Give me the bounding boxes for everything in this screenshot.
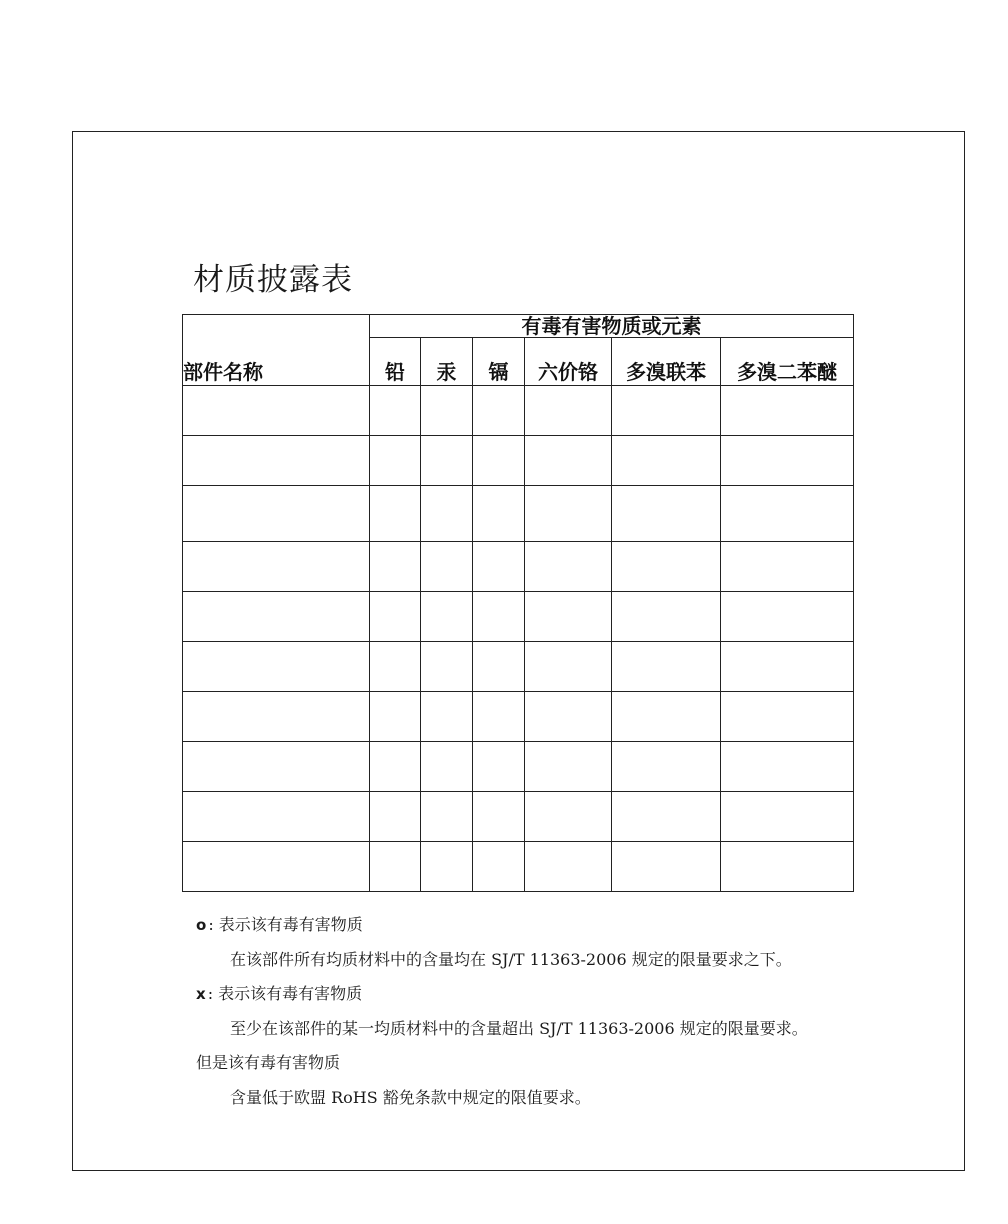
substance-cell: [525, 842, 612, 892]
table-row: [183, 436, 854, 486]
substance-cell: [721, 842, 854, 892]
table-row: [183, 542, 854, 592]
substance-cell: [612, 592, 721, 642]
substance-cell: [721, 486, 854, 542]
part-name-cell: [183, 792, 370, 842]
legend-o-line: [196, 908, 876, 943]
material-disclosure-table: [182, 314, 854, 892]
legend: [196, 908, 876, 1115]
header-row-group: [183, 315, 854, 338]
legend-exception-label: 但是该有毒有害物质: [196, 1053, 341, 1072]
part-name-cell: [183, 842, 370, 892]
substance-cell: [612, 742, 721, 792]
substance-header-pbde: 多溴二苯醚: [721, 338, 854, 386]
substance-cell: [370, 742, 421, 792]
table-row: [183, 742, 854, 792]
substance-cell: [612, 542, 721, 592]
substance-cell: [473, 436, 525, 486]
substance-header-mercury: 汞: [421, 338, 473, 386]
substance-cell: [612, 386, 721, 436]
part-name-cell: [183, 592, 370, 642]
substance-cell: [370, 792, 421, 842]
substance-cell: [721, 792, 854, 842]
substance-cell: [525, 742, 612, 792]
substance-cell: [473, 386, 525, 436]
substance-cell: [612, 792, 721, 842]
substance-cell: [612, 642, 721, 692]
substance-cell: [421, 842, 473, 892]
substance-cell: [721, 742, 854, 792]
substance-cell: [370, 436, 421, 486]
legend-x-symbol: x: [196, 985, 206, 1003]
part-name-cell: [183, 486, 370, 542]
legend-o-label: : 表示该有毒有害物质: [208, 915, 363, 934]
substance-cell: [721, 692, 854, 742]
substance-header-cadmium: 镉: [473, 338, 525, 386]
substance-cell: [721, 592, 854, 642]
substance-cell: [421, 592, 473, 642]
substance-cell: [421, 792, 473, 842]
substance-cell: [370, 486, 421, 542]
substance-cell: [525, 792, 612, 842]
substance-cell: [612, 692, 721, 742]
substance-cell: [370, 386, 421, 436]
table-body: [183, 386, 854, 892]
substance-cell: [525, 592, 612, 642]
table-row: [183, 642, 854, 692]
substance-cell: [473, 592, 525, 642]
legend-o-symbol: o: [196, 916, 207, 934]
table-row: [183, 842, 854, 892]
substance-cell: [721, 642, 854, 692]
substance-cell: [721, 386, 854, 436]
substance-cell: [370, 542, 421, 592]
substance-cell: [721, 542, 854, 592]
substance-cell: [421, 742, 473, 792]
substance-cell: [525, 692, 612, 742]
table-row: [183, 386, 854, 436]
substance-cell: [473, 842, 525, 892]
part-name-cell: [183, 642, 370, 692]
substance-cell: [370, 592, 421, 642]
legend-x-line: [196, 977, 876, 1012]
page-title: 材质披露表: [193, 262, 353, 298]
substance-cell: [421, 692, 473, 742]
substance-cell: [612, 842, 721, 892]
substance-cell: [721, 436, 854, 486]
substance-cell: [525, 486, 612, 542]
substance-cell: [473, 542, 525, 592]
substance-cell: [612, 486, 721, 542]
substance-header-pbb: 多溴联苯: [612, 338, 721, 386]
substance-cell: [370, 692, 421, 742]
substance-header-lead: 铅: [370, 338, 421, 386]
part-name-cell: [183, 742, 370, 792]
substance-cell: [473, 792, 525, 842]
part-name-header: 部件名称: [183, 315, 370, 386]
substance-cell: [370, 842, 421, 892]
substance-cell: [612, 436, 721, 486]
substance-cell: [525, 642, 612, 692]
substance-cell: [421, 486, 473, 542]
substance-cell: [421, 386, 473, 436]
substance-cell: [370, 642, 421, 692]
table-row: [183, 692, 854, 742]
legend-x-detail: 至少在该部件的某一均质材料中的含量超出 SJ/T 11363-2006 规定的限量要求。: [230, 1018, 808, 1038]
substance-cell: [473, 642, 525, 692]
part-name-cell: [183, 542, 370, 592]
substance-cell: [421, 642, 473, 692]
table-row: [183, 792, 854, 842]
hazardous-substances-header: 有毒有害物质或元素: [370, 315, 854, 338]
part-name-cell: [183, 436, 370, 486]
table-row: [183, 592, 854, 642]
substance-header-hexavalent-chromium: 六价铬: [525, 338, 612, 386]
part-name-cell: [183, 692, 370, 742]
substance-cell: [473, 692, 525, 742]
legend-x-label: : 表示该有毒有害物质: [207, 984, 363, 1003]
substance-cell: [525, 386, 612, 436]
substance-cell: [421, 542, 473, 592]
substance-cell: [473, 486, 525, 542]
substance-cell: [525, 542, 612, 592]
substance-cell: [525, 436, 612, 486]
substance-cell: [473, 742, 525, 792]
legend-exception-detail: 含量低于欧盟 RoHS 豁免条款中规定的限值要求。: [230, 1087, 591, 1107]
substance-cell: [421, 436, 473, 486]
part-name-cell: [183, 386, 370, 436]
legend-o-detail: 在该部件所有均质材料中的含量均在 SJ/T 11363-2006 规定的限量要求之下。: [230, 949, 792, 969]
table-row: [183, 486, 854, 542]
